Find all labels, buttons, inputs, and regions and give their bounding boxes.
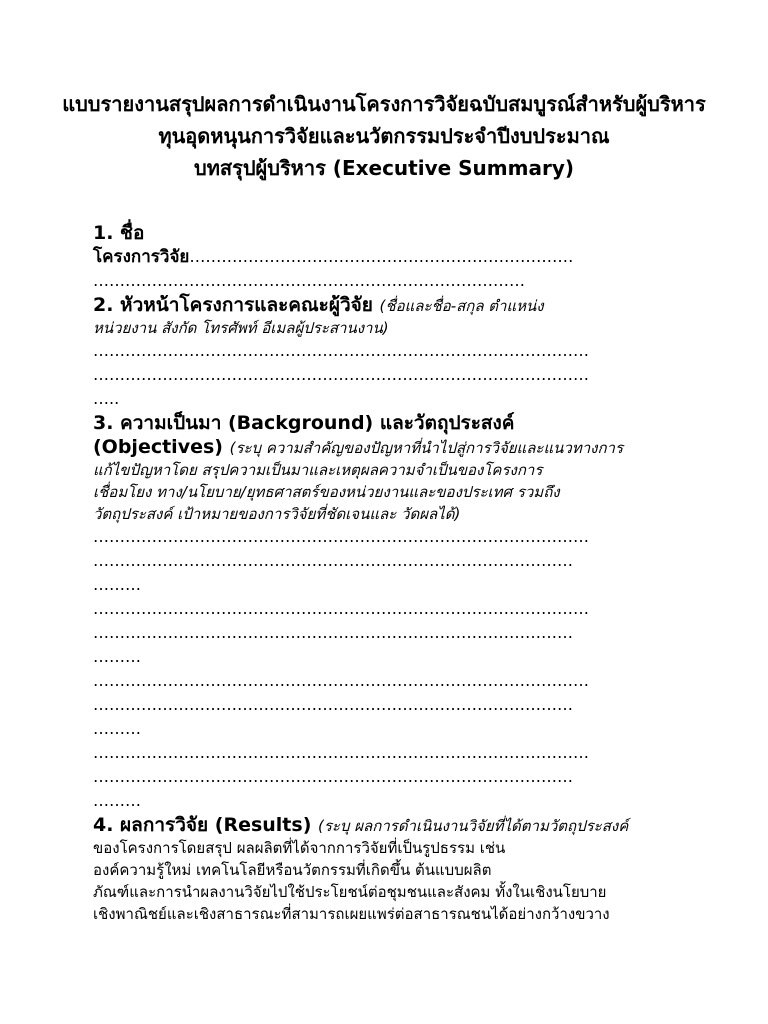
project-dots-1: ……………………………………………………………… xyxy=(189,247,574,266)
section-3-dots-1a: ………………………………………………………………………………… xyxy=(93,527,589,546)
section-4-line-2: องค์ความรู้ใหม่ เทคโนโลยีหรือนวัตกรรมที่เกิดขึ้น ต้นแบบผลิต xyxy=(93,861,492,879)
section-2-note-2: หน่วยงาน สังกัด โทรศัพท์ อีเมลผู้ประสานงาน) xyxy=(93,319,389,337)
section-3-heading-2 xyxy=(93,435,683,459)
section-3-note-2: แก้ไขปัญหาโดย สรุปความเป็นมาและเหตุผลความจำเป็นของโครงการ xyxy=(93,461,543,479)
section-4-note-0: (ระบุ ผลการดำเนินงานวิจัยที่ได้ตามวัตถุประสงค์ xyxy=(318,817,629,835)
section-2-dots-2: ………………………………………………………………………………… xyxy=(93,365,589,384)
project-label: โครงการวิจัย xyxy=(93,247,190,267)
section-2-note-1: (ชื่อและชื่อ-สกุล ตำแหน่ง xyxy=(379,297,544,315)
section-3-dots-3c: ……… xyxy=(93,719,141,738)
section-2-dots-1: ………………………………………………………………………………… xyxy=(93,341,589,360)
section-2-title: 2. หัวหน้าโครงการและคณะผู้วิจัย xyxy=(93,294,373,316)
title-line-2: ทุนอุดหนุนการวิจัยและนวัตกรรมประจำปีงบประมาณ xyxy=(158,124,610,148)
section-4-title: 4. ผลการวิจัย (Results) xyxy=(93,814,312,836)
section-4-heading xyxy=(93,813,683,837)
title-line-1: แบบรายงานสรุปผลการดำเนินงานโครงการวิจัยฉบับสมบูรณ์สำหรับผู้บริหาร xyxy=(62,92,706,116)
section-3-note-3: เชื่อมโยง ทาง/นโยบาย/ยุทธศาสตร์ของหน่วยงานและของประเทศ รวมถึง xyxy=(93,483,560,501)
section-3-dots-2a: ………………………………………………………………………………… xyxy=(93,599,589,618)
section-3-dots-2b: ……………………………………………………………………………… xyxy=(93,623,573,642)
section-3-dots-4a: ………………………………………………………………………………… xyxy=(93,743,589,762)
project-dots-2: ……………………………………………………………………… xyxy=(93,271,525,290)
document-title xyxy=(60,88,708,184)
section-3-dots-1b: ……………………………………………………………………………… xyxy=(93,551,573,570)
section-3-dots-4c: ……… xyxy=(93,791,141,810)
section-1-field xyxy=(93,245,683,269)
section-4-line-4: เชิงพาณิชย์และเชิงสาธารณะที่สามารถเผยแพร่ต่อสาธารณชนได้อย่างกว้างขวาง xyxy=(93,905,610,923)
section-3-dots-2c: ……… xyxy=(93,647,141,666)
section-1-heading: 1. ชื่อ xyxy=(93,222,145,244)
section-3-dots-3b: ……………………………………………………………………………… xyxy=(93,695,573,714)
section-3-note-1: (ระบุ ความสำคัญของปัญหาที่นำไปสู่การวิจัยและแนวทางการ xyxy=(229,439,624,457)
section-4-line-1: ของโครงการโดยสรุป ผลผลิตที่ได้จากการวิจัยที่เป็นรูปธรรม เช่น xyxy=(93,839,506,857)
document-body xyxy=(93,221,683,925)
title-line-3: บทสรุปผู้บริหาร (Executive Summary) xyxy=(194,156,574,180)
section-3-heading-1: 3. ความเป็นมา (Background) และวัตถุประสงค์ xyxy=(93,412,515,434)
section-3-dots-3a: ………………………………………………………………………………… xyxy=(93,671,589,690)
section-4-line-3: ภัณฑ์และการนำผลงานวิจัยไปใช้ประโยชน์ต่อชุมชนและสังคม ทั้งในเชิงนโยบาย xyxy=(93,883,607,901)
section-2-dots-3: ….. xyxy=(93,389,120,408)
section-3-note-4: วัตถุประสงค์ เป้าหมายของการวิจัยที่ชัดเจนและ วัดผลได้) xyxy=(93,505,461,523)
section-3-dots-4b: ……………………………………………………………………………… xyxy=(93,767,573,786)
section-2-heading xyxy=(93,293,683,317)
section-3-objectives: (Objectives) xyxy=(93,436,223,458)
section-3-dots-1c: ……… xyxy=(93,575,141,594)
